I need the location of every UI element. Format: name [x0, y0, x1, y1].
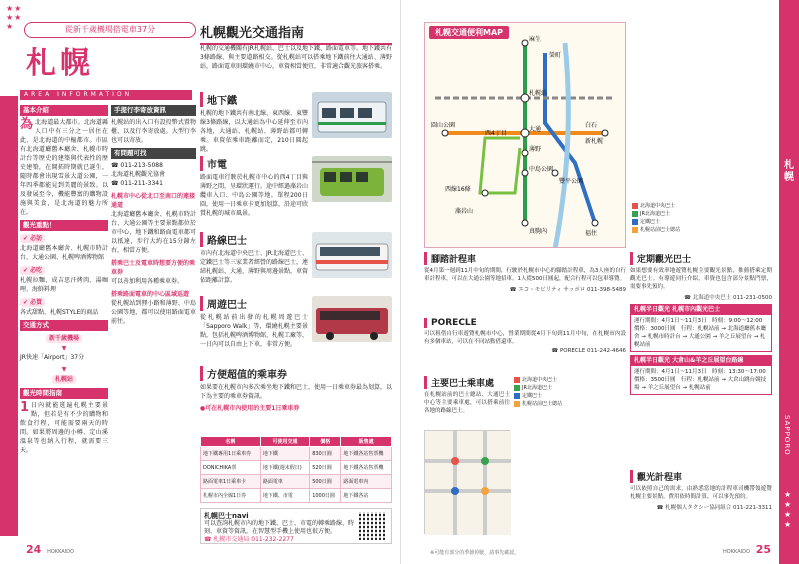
map-legend-column — [628, 22, 772, 248]
mode-subway-text: 札幌的地下鐵共有南北線、東西線、東豐線3條路線，以大通站為中心延伸至市內各地，大通站、札幌站、薄野站都可轉乘。車資依乘車距離而定，210日圓起跳。 — [200, 110, 309, 153]
map-label-nishisen16: 西線16條 — [445, 186, 471, 193]
map-label-fukuzumi: 福住 — [585, 230, 598, 237]
pedicab-contact: ☎ エコ・モビリティ サッポロ 011-398-5489 — [509, 287, 626, 293]
must-visit-text: 北海道廳舊本廳舍、札幌市時計台、大通公園、札幌啤酒博物館 — [20, 245, 108, 261]
ticket-col-price: 價格 — [310, 437, 341, 447]
mode-tram — [200, 156, 392, 218]
star-decoration-icon: ★ ★ ★ ★ — [784, 490, 792, 529]
map-label-asabu: 麻生 — [529, 36, 542, 43]
luggage-heading: 手提行李寄放資訊 — [111, 105, 196, 116]
mode-tram-text: 路面電車行駛於札幌市中心的西4丁目與薄野之間，呈環狀運行。途中經過藻岩山纜車入口、中島公園等地。單程200日圓，使用一日乘車卡更加划算，沿途可欣賞札幌的城市風景。 — [200, 174, 309, 217]
map-label-moiwa: 藻岩山 — [455, 208, 474, 215]
must-eat-text: 札幌拉麵、成吉思汗烤肉、湯咖哩、海鮮料理 — [20, 277, 108, 293]
ticket-col-name: 名稱 — [201, 437, 261, 447]
transport-note-text: 從札幌站到狸小路和薄野、中島公園等地，都可以使用路面電車前往。 — [111, 300, 196, 325]
side-english-label: SAPPORO — [783, 415, 791, 456]
contact-phone-2: ☎ 011-211-3341 — [111, 180, 163, 187]
map-label-makomanai: 真駒內 — [529, 228, 548, 235]
ticket-table-caption: ●可在札幌市內使用的主要1日乘車券 — [200, 405, 300, 412]
must-buy-text: 各式甜點、札幌STYLE的商品 — [20, 309, 99, 316]
must-see-heading: 觀光重點！ — [20, 220, 108, 231]
must-see-list — [20, 233, 108, 317]
basic-info-text: 為 北海道最大都市。北海道縣人口中有三分之一居住在此，是北海道的中樞都市。市區有北海道廳舊本廳舍、札幌市時計台等歷史的建築與代表性的歷史建築，在開拓時期就已誕生，隨時都會出現雪景大道公園，一年四季都能見到美麗的景致。以及發展至今，機能豐富的購物設施與美食，是北海道的魅力所在。 — [20, 117, 108, 216]
sightseeing-bus-contact: ☎ 北海道中央巴士 011-231-0500 — [684, 295, 772, 301]
mode-loop-bus-title: 周遊巴士 — [200, 296, 392, 311]
navi-contact: ☎ 札幌市交通局 011-232-2277 — [204, 536, 294, 543]
bus-tour-2 — [630, 355, 772, 395]
pedicab-section — [424, 252, 626, 293]
table-row: 地下鐵專用1日乘車券 地下鐵 830日圓 地下鐵各站售票機 — [201, 447, 392, 461]
right-brand: HOKKAIDO — [723, 549, 750, 555]
contact-lines — [111, 161, 196, 188]
bus-stop-map[interactable] — [424, 430, 510, 534]
subway-photo — [312, 92, 392, 138]
porecle-contact: ☎ PORECLE 011-242-4646 — [551, 348, 626, 354]
legend-item: 札幌站前巴士總站 — [632, 226, 768, 234]
legend-item: 定鐵巴士 — [514, 392, 626, 400]
access-heading: 交通方式 — [20, 320, 108, 331]
main-intro-text: 札幌的交通機關有JR札幌站、巴士以及地下鐵、路面電車等。地下鐵共有3條路線，與主要道路相交。從札幌站可以搭乘地下鐵前往大通站、薄野站，路面電車則環繞市中心，車資相當便宜，非常適合觀光旅客搭乘。 — [200, 45, 392, 70]
side-tab-label[interactable]: 札幌 — [784, 160, 794, 183]
bus-tour-2-body: 運行期間：4月1日～11月3日 時刻：13:30～17:00 價格：3500日圓 行程：札幌站前 → 大倉山跳台競技場 → 羊之丘展望台 → 札幌站前 — [634, 369, 772, 391]
time-guide-heading: 觀光時間指南 — [20, 388, 108, 399]
page-title: 札幌 — [26, 46, 94, 81]
map-label-sakaemachi: 榮町 — [549, 52, 562, 59]
arrow-down-icon: ▼ — [61, 345, 67, 352]
footer-note: ※可能有部分的季節停駛，請事先確認。 — [430, 550, 520, 556]
transit-map-svg — [425, 23, 626, 248]
sightseeing-bus-text: 如果想要有效率地遊覽札幌主要觀光景點，推薦搭乘定期觀光巴士。有導遊同行介紹，車資也包含部分景點門票，需要事先預約。 — [630, 268, 772, 290]
mode-loop-bus — [200, 296, 392, 349]
map-title: 札幌交通便利MAP — [429, 26, 509, 39]
mode-tram-title: 市電 — [200, 156, 392, 171]
map-label-nakajima: 中島公園 — [529, 166, 554, 173]
luggage-text: 札幌站的出入口有設投幣式置物櫃，以及行李寄放處。大型行李也可以寄放。 — [111, 119, 196, 144]
mode-loop-bus-text: 從札幌站前出發的札幌周遊巴士「Sapporo Walk」等，環繞札幌主要景點，包括札幌啤酒博物館、札幌工廠等，一日內可以自由上下車，非常方便。 — [200, 314, 309, 348]
time-guide-text: 1 日內就能逛遍札幌主要景點，但若是有不少的購物和飲食行程，可能需要兩天的時間。如果將周邊的小樽、定山溪溫泉等也納入行程，就需要三天。 — [20, 400, 108, 454]
taxi-text: 可以依照自己的需求，由熟悉當地的計程車司機帶領遊覽札幌主要景點。費用依時間計算，可以事先預約。 — [630, 486, 772, 500]
route-bus-photo — [312, 232, 392, 278]
bus-stop-section — [424, 376, 510, 415]
access-airport: 新千歲機場 — [46, 334, 82, 343]
map-label-toyohira: 豐平公園 — [559, 178, 584, 185]
map-label-susukino: 薄野 — [529, 146, 542, 153]
ticket-note-heading: 搭乘巴士及電車時想要方便的乘車券 — [111, 260, 196, 276]
map-label-shiroishi: 白石 — [585, 122, 598, 129]
ticket-note-text: 可以善加利用各種乘車券。 — [111, 278, 184, 285]
qr-code-icon[interactable] — [359, 512, 387, 540]
map-label-nishi4: 西4丁目 — [485, 130, 507, 137]
porecle-section — [424, 318, 626, 354]
station-note-heading: 札幌市中心從北口至南口的連接通道 — [111, 193, 196, 209]
main-heading: 札幌觀光交通指南 — [200, 22, 392, 45]
drop-cap: 為 — [20, 117, 34, 132]
table-row: 路面電車1日乘車卡 路面電車 500日圓 路面電車內 — [201, 475, 392, 489]
bus-tour-1 — [630, 304, 772, 352]
mode-pass-title: 方便超值的乘車券 — [200, 366, 392, 381]
must-visit-tag: ✔ 必訪 — [20, 234, 45, 243]
pedicab-title: 腳踏計程車 — [424, 252, 626, 265]
porecle-text: 可以租借自行車遊覽札幌市中心，營業期間從4月下旬到11月中旬，在札幌市內設有多個車站，可以在不同站點借還車。 — [424, 331, 626, 345]
taxi-section — [630, 470, 772, 511]
bus-stop-text: 在札幌站前的巴士總站、大通巴士中心等主要乘車處，可以搭乘前往各地的路線巴士。 — [424, 392, 510, 414]
sightseeing-bus-section — [630, 252, 772, 395]
left-info-column — [20, 102, 108, 458]
sightseeing-bus-title: 定期觀光巴士 — [630, 252, 772, 265]
legend-item: JR北海道巴士 — [514, 384, 626, 392]
bus-stop-map-svg — [425, 431, 511, 535]
bus-stop-legend — [514, 376, 626, 408]
left-sidebar-stripe — [0, 96, 18, 536]
bus-stop-list — [514, 376, 626, 408]
right-page-footer — [720, 543, 771, 556]
area-information-bar: AREA INFORMATION — [20, 90, 192, 100]
drop-cap: 1 — [20, 400, 30, 415]
left-page-footer — [26, 543, 77, 556]
right-page-number: 25 — [755, 543, 771, 556]
map-label-odori: 大通 — [529, 126, 542, 133]
right-sidebar-stripe — [779, 0, 799, 564]
legend-item: 定鐵巴士 — [632, 218, 768, 226]
airport-time-badge: 從新千歲機場搭電車37分 — [24, 22, 196, 38]
mode-pass — [200, 366, 392, 412]
loop-bus-photo — [312, 296, 392, 342]
bus-navi-box — [200, 508, 392, 544]
bus-stop-title: 主要巴士乘車處 — [424, 376, 510, 389]
bus-tour-2-head: 札幌半日觀光 大倉山&羊之丘展望台路線 — [631, 356, 771, 366]
mode-pass-text: 如果要在札幌市內多次乘坐地下鐵和巴士，使用一日乘車券最為划算，以下為主要的乘車券資訊。 — [200, 384, 393, 400]
left-tips-column — [111, 102, 196, 329]
map-label-shinsapporo: 新札幌 — [585, 138, 604, 145]
left-page-number: 24 — [26, 543, 42, 556]
ticket-col-sale: 販售處 — [341, 437, 392, 447]
access-station: 札幌站 — [52, 375, 76, 384]
mode-subway-title: 地下鐵 — [200, 92, 392, 107]
contact-phone-1: ☎ 011-213-5088 — [111, 162, 163, 169]
map-label-sapporo: 札幌站 — [529, 90, 548, 97]
ticket-col-use: 可使用交通 — [260, 437, 309, 447]
map-legend — [632, 202, 768, 234]
porecle-title: PORECLE — [424, 318, 626, 328]
transport-note-heading: 搭乘路面電車的中心區域巡遊 — [111, 291, 190, 298]
map-label-maruyama: 圓山公園 — [431, 122, 456, 129]
legend-item: JR北海道巴士 — [632, 210, 768, 218]
must-buy-tag: ✔ 必買 — [20, 298, 45, 307]
navi-text: 可以查詢札幌市內的地下鐵、巴士、市電的轉乘路線、時刻、車資等資訊，在智慧型手機上使用也很方便。 — [204, 520, 355, 535]
mode-route-bus-title: 路線巴士 — [200, 232, 392, 247]
ticket-table — [200, 436, 392, 503]
station-note-text: 北海道廳舊本廳舍、札幌市時計台、大通公園等主要景點都位於市中心，地下鐵和路面電車都可以抵達，步行大約在15分鐘左右，相當方便。 — [111, 211, 196, 254]
access-route — [20, 333, 108, 385]
arrow-down-icon: ▼ — [61, 366, 67, 373]
legend-item: 札幌站前巴士總站 — [514, 400, 626, 408]
table-row: 札幌市內全線1日券 地下鐵、市電 1000日圓 地下鐵各站 — [201, 489, 392, 503]
contact-heading: 有問題可找 — [111, 148, 196, 159]
mode-route-bus — [200, 232, 392, 285]
taxi-contact: ☎ 札幌個人タクシー協同組合 011-221-3311 — [656, 505, 772, 511]
mode-route-bus-text: 市內有北海道中央巴士、JR北海道巴士、定鐵巴士等三家業者經營的路線巴士，連結札幌站、大通、薄野與周邊景點，車資依距離計算。 — [200, 250, 309, 284]
must-eat-tag: ✔ 必吃 — [20, 266, 45, 275]
star-decoration-icon: ★★ ★★ ★ — [6, 4, 23, 31]
left-brand: HOKKAIDO — [47, 549, 74, 555]
bus-tour-1-head: 札幌半日觀光 札幌市內觀光巴士 — [631, 305, 771, 315]
transit-map[interactable] — [424, 22, 626, 248]
legend-item: 北海道中央巴士 — [514, 376, 626, 384]
pedicab-text: 從4月第一週到11月中旬的期間，行駛於札幌市中心的腳踏計程車，為3人座的自行車計程車，可以在大通公園等地招車。1人從500日圓起，配合行程可以包車導覽。 — [424, 268, 626, 282]
table-row: DONICHIKA票 地下鐵(週末假日) 520日圓 地下鐵各站售票機 — [201, 461, 392, 475]
bus-tour-1-body: 運行期間：4月1日～11月3日 時刻：9:00～12:00 價格：3000日圓 行程：札幌站前 → 北海道廳舊本廳舍 → 札幌市時計台 → 大通公園 → 羊之丘展望台 → 札幌站前 — [634, 318, 768, 348]
legend-item: 北海道中央巴士 — [632, 202, 768, 210]
navi-title: 札幌巴士navi — [204, 512, 249, 520]
contact-org: 北海道札幌觀光協會 — [111, 171, 166, 178]
basic-info-heading: 基本介紹 — [20, 105, 108, 116]
tram-photo — [312, 156, 392, 202]
access-train: JR快速「Airport」37分 — [20, 354, 85, 361]
taxi-title: 觀光計程車 — [630, 470, 772, 483]
mode-subway — [200, 92, 392, 154]
